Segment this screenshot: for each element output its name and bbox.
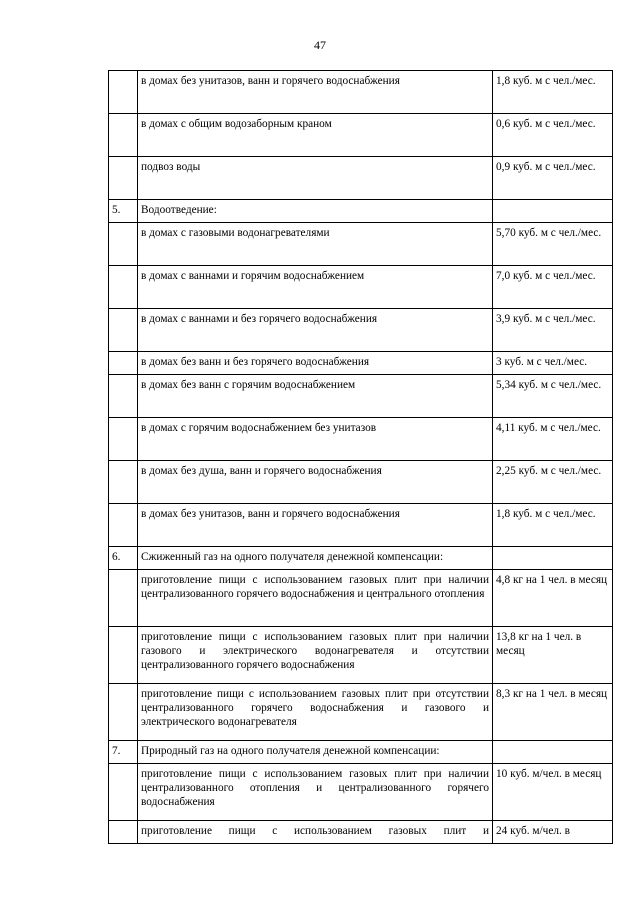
section-row	[109, 741, 613, 764]
row-value: 7,0 куб. м с чел./мес.	[493, 266, 613, 309]
row-value: 8,3 кг на 1 чел. в месяц	[493, 684, 613, 741]
row-value: 1,8 куб. м с чел./мес.	[493, 504, 613, 547]
row-number	[109, 309, 138, 352]
row-value: 10 куб. м/чел. в месяц	[493, 764, 613, 821]
row-value: 2,25 куб. м с чел./мес.	[493, 461, 613, 504]
section-title: Природный газ на одного получателя денежной компенсации:	[138, 741, 493, 764]
table-row	[109, 309, 613, 352]
row-value: 24 куб. м/чел. в	[493, 821, 613, 844]
row-number	[109, 71, 138, 114]
row-value: 3,9 куб. м с чел./мес.	[493, 309, 613, 352]
norms-table	[108, 70, 613, 844]
row-number	[109, 114, 138, 157]
section-row	[109, 200, 613, 223]
row-value: 3 куб. м с чел./мес.	[493, 352, 613, 375]
row-description: подвоз воды	[138, 157, 493, 200]
row-description: в домах без душа, ванн и горячего водоснабжения	[138, 461, 493, 504]
table-row	[109, 114, 613, 157]
row-value: 4,8 кг на 1 чел. в месяц	[493, 570, 613, 627]
row-description: в домах без унитазов, ванн и горячего водоснабжения	[138, 504, 493, 547]
table-row	[109, 684, 613, 741]
row-description: в домах с общим водозаборным краном	[138, 114, 493, 157]
row-number	[109, 418, 138, 461]
row-number	[109, 266, 138, 309]
section-title: Водоотведение:	[138, 200, 493, 223]
table-row	[109, 266, 613, 309]
row-description: приготовление пищи с использованием газовых плит при наличии централизованного отопления и централизованного горячего водоснабжения	[138, 764, 493, 821]
row-value: 5,34 куб. м с чел./мес.	[493, 375, 613, 418]
row-description: в домах с газовыми водонагревателями	[138, 223, 493, 266]
row-value: 0,9 куб. м с чел./мес.	[493, 157, 613, 200]
table-row	[109, 461, 613, 504]
table-row	[109, 570, 613, 627]
row-description: в домах без унитазов, ванн и горячего водоснабжения	[138, 71, 493, 114]
row-number	[109, 461, 138, 504]
row-description: приготовление пищи с использованием газовых плит и	[138, 821, 493, 844]
page-number: 47	[314, 38, 326, 52]
section-number: 7.	[109, 741, 138, 764]
table-row	[109, 375, 613, 418]
row-description: в домах без ванн и без горячего водоснабжения	[138, 352, 493, 375]
row-number	[109, 821, 138, 844]
row-value	[493, 741, 613, 764]
section-number: 5.	[109, 200, 138, 223]
section-title: Сжиженный газ на одного получателя денежной компенсации:	[138, 547, 493, 570]
row-value: 1,8 куб. м с чел./мес.	[493, 71, 613, 114]
row-number	[109, 684, 138, 741]
row-description: приготовление пищи с использованием газовых плит при отсутствии централизованного горячего водоснабжения и газового и электрического водонагревателя	[138, 684, 493, 741]
table-row	[109, 418, 613, 461]
row-value: 4,11 куб. м с чел./мес.	[493, 418, 613, 461]
row-value: 0,6 куб. м с чел./мес.	[493, 114, 613, 157]
row-description: в домах с ваннами и без горячего водоснабжения	[138, 309, 493, 352]
section-number: 6.	[109, 547, 138, 570]
table-row	[109, 71, 613, 114]
row-value: 13,8 кг на 1 чел. в месяц	[493, 627, 613, 684]
row-value	[493, 547, 613, 570]
row-number	[109, 157, 138, 200]
row-description: приготовление пищи с использованием газовых плит при наличии газового и электрического водонагревателя и отсутствии централизованного горячего водоснабжения	[138, 627, 493, 684]
table-row	[109, 352, 613, 375]
table-row	[109, 223, 613, 266]
row-value	[493, 200, 613, 223]
row-description: приготовление пищи с использованием газовых плит при наличии централизованного горячего водоснабжения и центрального отопления	[138, 570, 493, 627]
section-row	[109, 547, 613, 570]
row-value: 5,70 куб. м с чел./мес.	[493, 223, 613, 266]
row-number	[109, 764, 138, 821]
table-row	[109, 821, 613, 844]
row-number	[109, 627, 138, 684]
row-number	[109, 352, 138, 375]
table-row	[109, 627, 613, 684]
table-row	[109, 157, 613, 200]
table-row	[109, 504, 613, 547]
row-number	[109, 375, 138, 418]
row-description: в домах с ваннами и горячим водоснабжением	[138, 266, 493, 309]
row-description: в домах без ванн с горячим водоснабжением	[138, 375, 493, 418]
row-description: в домах с горячим водоснабжением без унитазов	[138, 418, 493, 461]
table-row	[109, 764, 613, 821]
row-number	[109, 223, 138, 266]
row-number	[109, 570, 138, 627]
row-number	[109, 504, 138, 547]
